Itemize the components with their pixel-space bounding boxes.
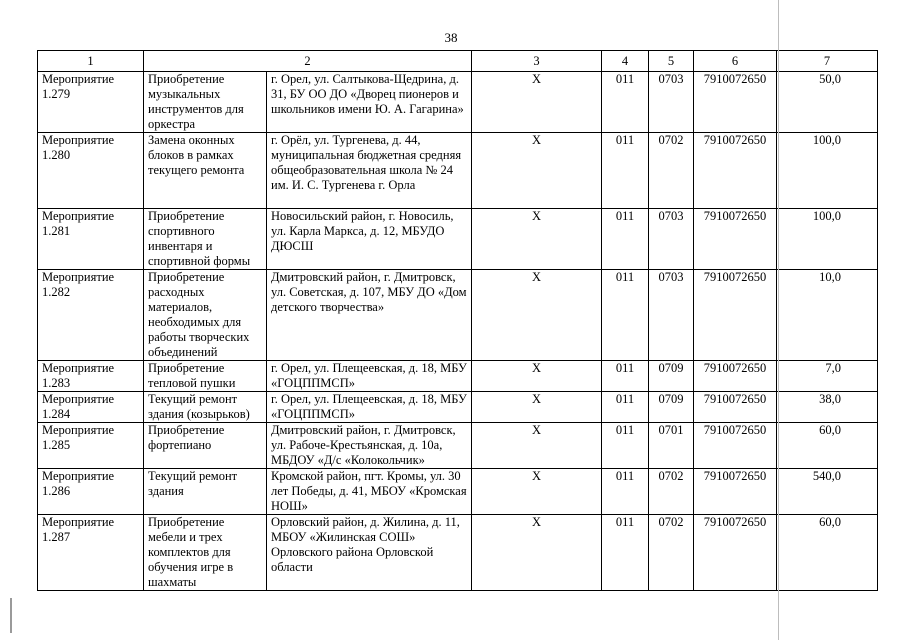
scan-fold-line: [778, 0, 779, 640]
col5-cell: 0703: [649, 209, 694, 270]
event-name-cell: Приобретение спортивного инвентаря и спортивной формы: [144, 209, 267, 270]
amount-cell: 7,0: [777, 361, 878, 392]
page-number: 38: [444, 30, 458, 45]
col6-cell: 7910072650: [694, 515, 777, 591]
col6-cell: 7910072650: [694, 72, 777, 133]
col4-cell: 011: [602, 270, 649, 361]
event-id-cell: Мероприятие 1.283: [38, 361, 144, 392]
event-place-cell: Дмитровский район, г. Дмитровск, ул. Рабоче-Крестьянская, д. 10а, МБДОУ «Д/с «Колокольчик»: [267, 423, 472, 469]
col6-cell: 7910072650: [694, 392, 777, 423]
event-id-cell: Мероприятие 1.285: [38, 423, 144, 469]
event-place-cell: г. Орел, ул. Плещеевская, д. 18, МБУ «ГОЦППМСП»: [267, 392, 472, 423]
table-row: [38, 423, 878, 469]
col5-cell: 0702: [649, 133, 694, 209]
col5-cell: 0702: [649, 469, 694, 515]
col4-cell: 011: [602, 515, 649, 591]
col3-cell: X: [472, 209, 602, 270]
col4-cell: 011: [602, 392, 649, 423]
event-name-cell: Приобретение расходных материалов, необходимых для работы творческих объединений: [144, 270, 267, 361]
event-name-cell: Текущий ремонт здания: [144, 469, 267, 515]
event-place-cell: г. Орёл, ул. Тургенева, д. 44, муниципальная бюджетная средняя общеобразовательная школа № 24 им. И. С. Тургенева г. Орла: [267, 133, 472, 209]
col5-cell: 0709: [649, 392, 694, 423]
event-place-cell: г. Орел, ул. Плещеевская, д. 18, МБУ «ГОЦППМСП»: [267, 361, 472, 392]
table-row: [38, 469, 878, 515]
col3-cell: X: [472, 133, 602, 209]
col3-cell: X: [472, 392, 602, 423]
event-name-cell: Приобретение фортепиано: [144, 423, 267, 469]
amount-cell: 60,0: [777, 515, 878, 591]
event-name-cell: Текущий ремонт здания (козырьков): [144, 392, 267, 423]
event-id-cell: Мероприятие 1.282: [38, 270, 144, 361]
event-id-cell: Мероприятие 1.279: [38, 72, 144, 133]
amount-cell: 100,0: [777, 133, 878, 209]
column-header-5: 5: [649, 51, 694, 72]
amount-cell: 60,0: [777, 423, 878, 469]
event-place-cell: Кромской район, пгт. Кромы, ул. 30 лет Победы, д. 41, МБОУ «Кромская НОШ»: [267, 469, 472, 515]
event-id-cell: Мероприятие 1.280: [38, 133, 144, 209]
column-header-3: 3: [472, 51, 602, 72]
col6-cell: 7910072650: [694, 270, 777, 361]
event-place-cell: г. Орел, ул. Салтыкова-Щедрина, д. 31, БУ ОО ДО «Дворец пионеров и школьников имени Ю. А. Гагарина»: [267, 72, 472, 133]
amount-cell: 10,0: [777, 270, 878, 361]
col4-cell: 011: [602, 133, 649, 209]
col3-cell: X: [472, 469, 602, 515]
col5-cell: 0701: [649, 423, 694, 469]
event-name-cell: Приобретение музыкальных инструментов для оркестра: [144, 72, 267, 133]
event-place-cell: Новосильский район, г. Новосиль, ул. Карла Маркса, д. 12, МБУДО ДЮСШ: [267, 209, 472, 270]
event-name-cell: Приобретение мебели и трех комплектов для обучения игре в шахматы: [144, 515, 267, 591]
table-row: [38, 515, 878, 591]
col3-cell: X: [472, 361, 602, 392]
event-name-cell: Замена оконных блоков в рамках текущего ремонта: [144, 133, 267, 209]
column-header-1: 1: [38, 51, 144, 72]
col3-cell: X: [472, 515, 602, 591]
column-header-7: 7: [777, 51, 878, 72]
event-name-cell: Приобретение тепловой пушки: [144, 361, 267, 392]
event-id-cell: Мероприятие 1.281: [38, 209, 144, 270]
amount-cell: 540,0: [777, 469, 878, 515]
table-row: [38, 270, 878, 361]
col5-cell: 0703: [649, 72, 694, 133]
col5-cell: 0702: [649, 515, 694, 591]
table-row: [38, 361, 878, 392]
event-place-cell: Орловский район, д. Жилина, д. 11, МБОУ «Жилинская СОШ» Орловского района Орловской области: [267, 515, 472, 591]
col6-cell: 7910072650: [694, 423, 777, 469]
event-id-cell: Мероприятие 1.286: [38, 469, 144, 515]
event-id-cell: Мероприятие 1.284: [38, 392, 144, 423]
col3-cell: X: [472, 72, 602, 133]
table-row: [38, 133, 878, 209]
event-id-cell: Мероприятие 1.287: [38, 515, 144, 591]
amount-cell: 50,0: [777, 72, 878, 133]
budget-table: [37, 50, 878, 591]
column-header-2: 2: [144, 51, 472, 72]
col6-cell: 7910072650: [694, 133, 777, 209]
col4-cell: 011: [602, 423, 649, 469]
amount-cell: 100,0: [777, 209, 878, 270]
table-row: [38, 392, 878, 423]
scan-edge-mark: [10, 598, 12, 633]
col6-cell: 7910072650: [694, 361, 777, 392]
table-row: [38, 209, 878, 270]
col4-cell: 011: [602, 361, 649, 392]
col3-cell: X: [472, 270, 602, 361]
col4-cell: 011: [602, 209, 649, 270]
table-row: [38, 72, 878, 133]
col5-cell: 0703: [649, 270, 694, 361]
col6-cell: 7910072650: [694, 209, 777, 270]
col4-cell: 011: [602, 469, 649, 515]
col5-cell: 0709: [649, 361, 694, 392]
col4-cell: 011: [602, 72, 649, 133]
column-header-4: 4: [602, 51, 649, 72]
header-row: [38, 51, 878, 72]
amount-cell: 38,0: [777, 392, 878, 423]
col3-cell: X: [472, 423, 602, 469]
event-place-cell: Дмитровский район, г. Дмитровск, ул. Советская, д. 107, МБУ ДО «Дом детского творчества»: [267, 270, 472, 361]
column-header-6: 6: [694, 51, 777, 72]
col6-cell: 7910072650: [694, 469, 777, 515]
